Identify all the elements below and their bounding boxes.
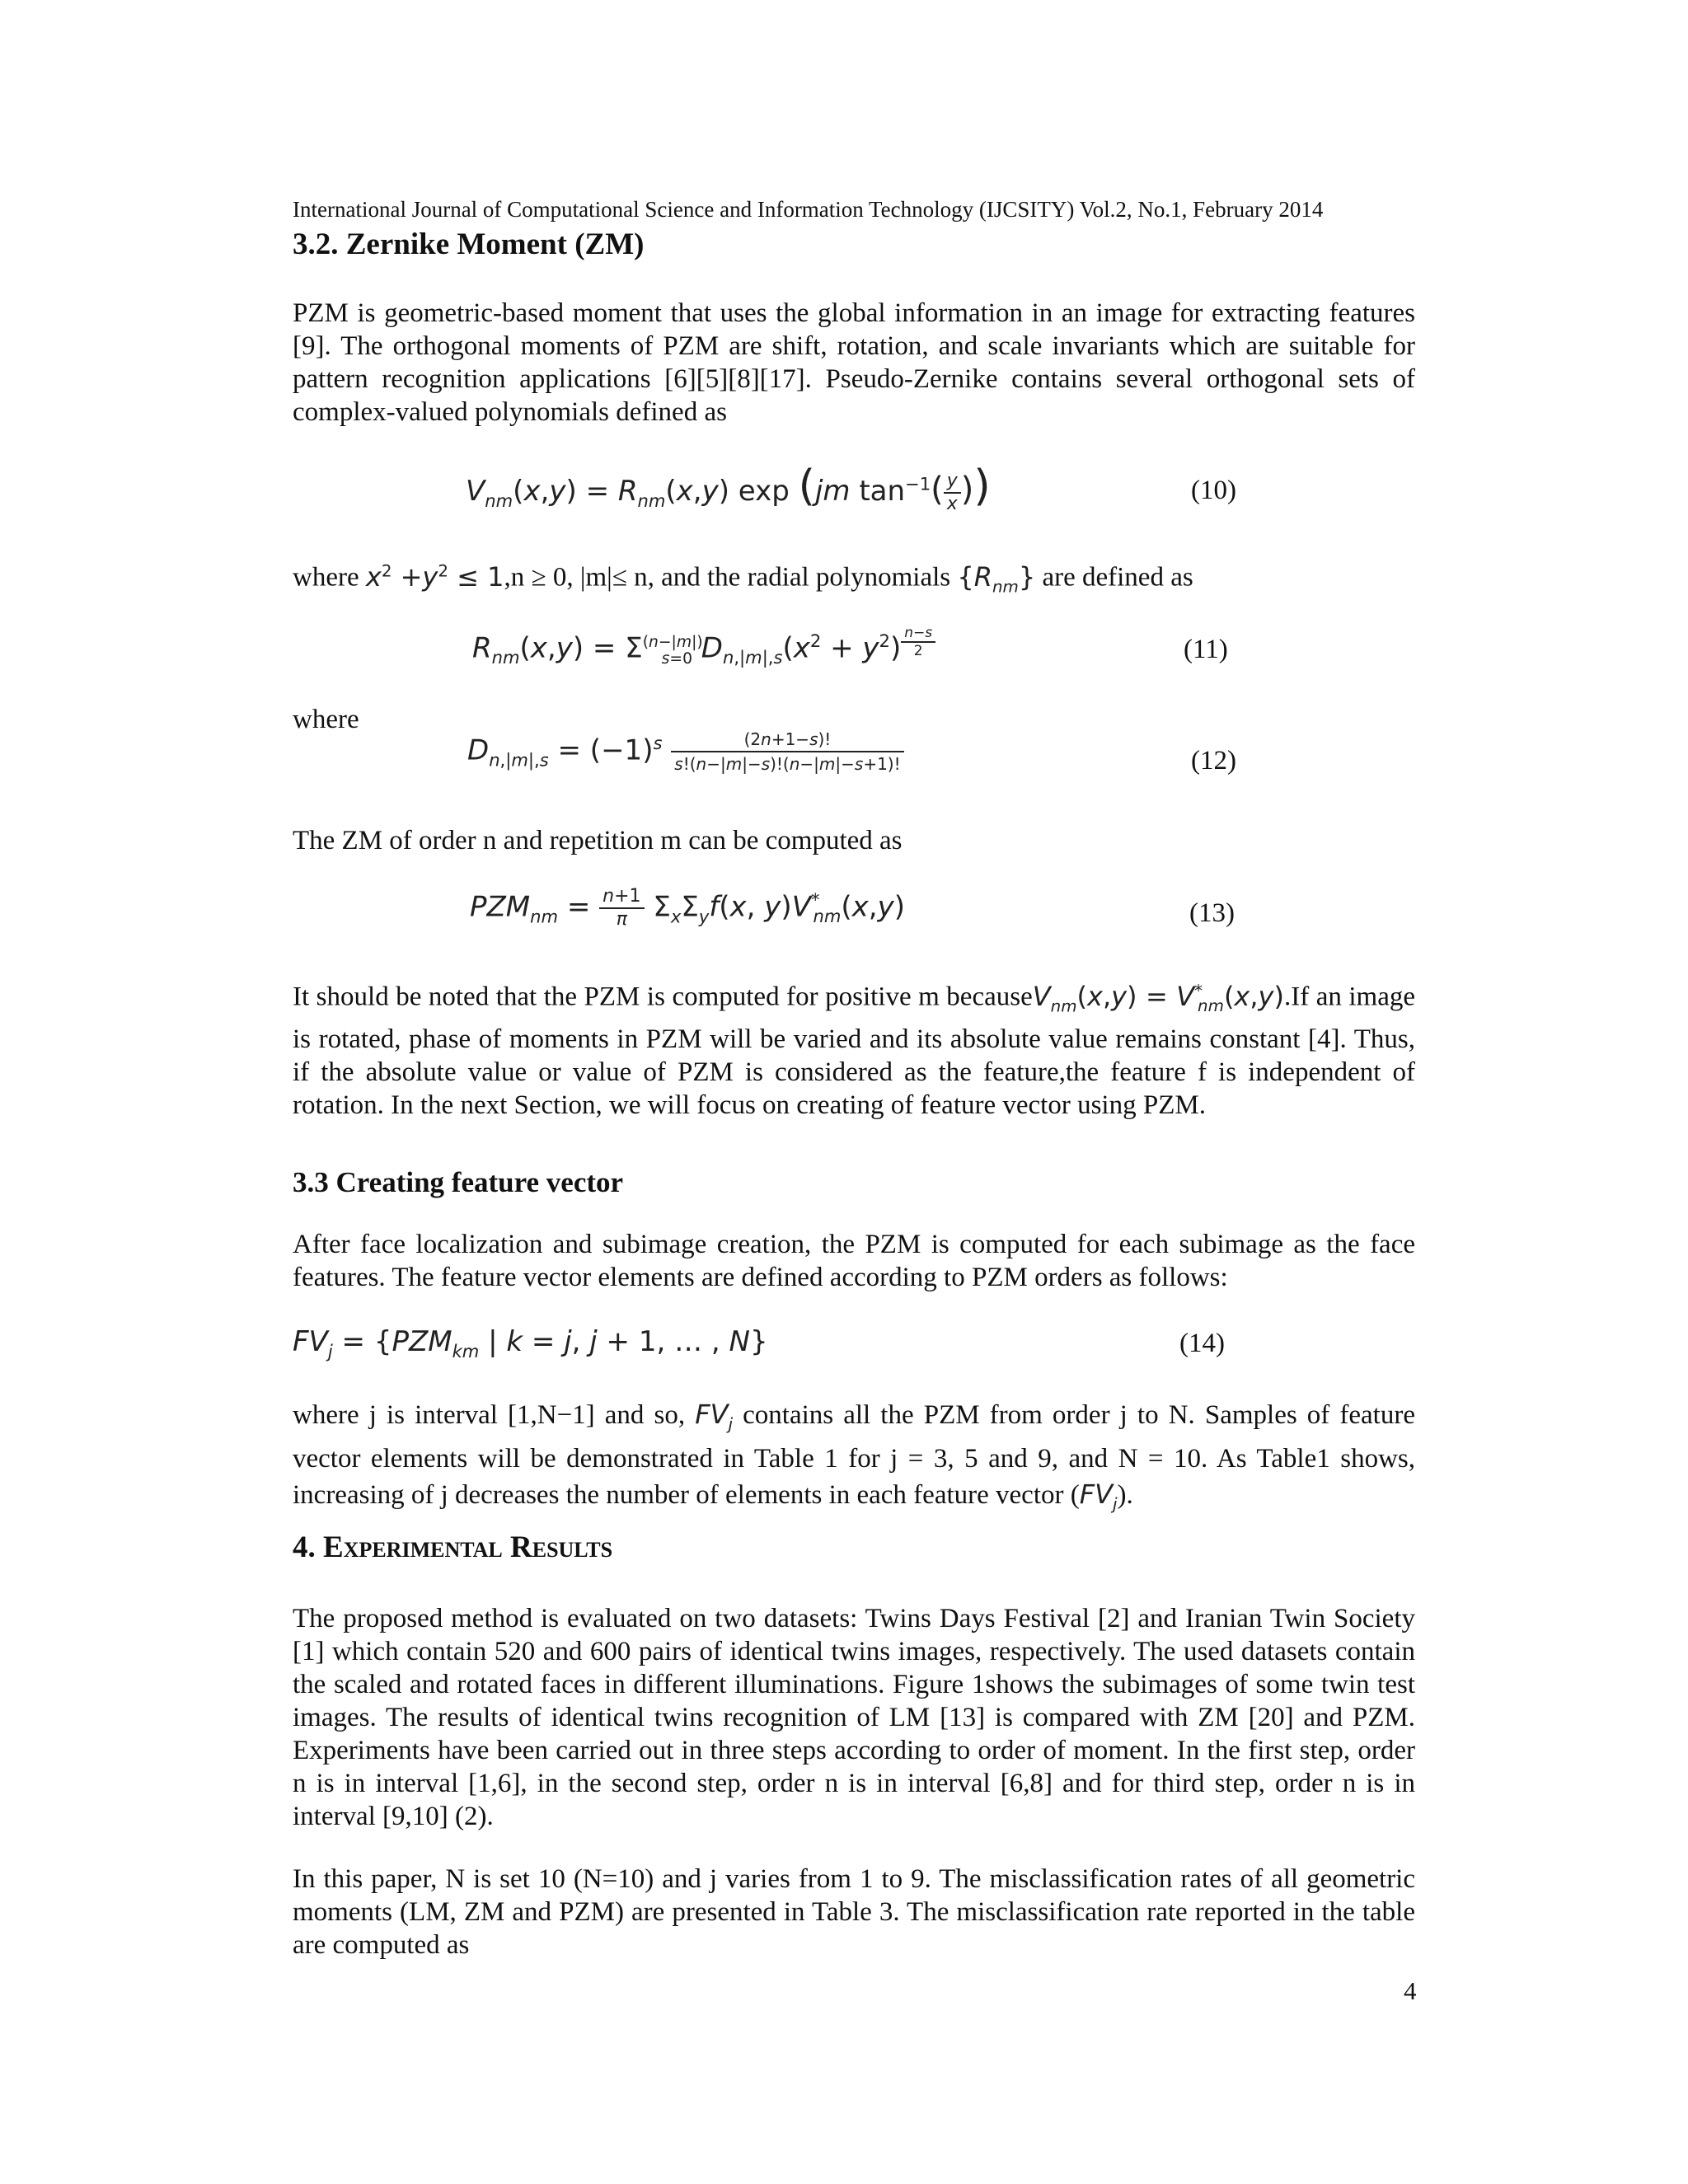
equation-number-12: (12) — [1191, 746, 1236, 776]
running-head: International Journal of Computational Science and Information Technology (IJCSITY) Vol.2, No.1, February 2014 — [293, 197, 1324, 222]
equation-11: $R_{nm}(x,y) = \Sigma^{(n-|m|)}_{s=0}$ $D_{n,|m|,s}(x^2 + y^2)$ $^{\frac{n-s}{2}}$ — [472, 625, 935, 668]
section-heading-3-2: 3.2. Zernike Moment (ZM) — [293, 227, 645, 261]
section-heading-4: 4. Experimental Results — [293, 1530, 613, 1564]
where-label: where — [293, 705, 359, 734]
feature-vector-symbol: $FV_j$ — [695, 1399, 734, 1434]
paragraph-rotation-invariance: It should be noted that the PZM is computed for positive m becauseV$_{nm}$(x,y) = $V^*_{nm}(x,y).If$ an image is rotated, phase of moments in PZM will be varied and its absolute value remains constant [4]. Thus, if the absolute value or value of PZM is considered as the feature,the feature f is independent of rotation. In the next Section, we will focus on creating of feature vector using PZM. — [293, 980, 1415, 1121]
equation-13: $PZM_{nm}$ = $\frac{n+1}{\pi}$ $\Sigma_x\Sigma_yf(x$, $y)V^*_{nm}(x,y)$ — [470, 886, 905, 930]
equation-number-10: (10) — [1191, 476, 1236, 505]
section-heading-3-3: 3.3 Creating feature vector — [293, 1166, 624, 1198]
where-condition-line: where $x^2 +y^2 \le 1,n \ge 0$, |m|≤ n, and the radial polynomials $\{R_{nm}\}$ are defined as — [293, 560, 1193, 597]
condition-math: $x^2 +y^2 \le 1$ — [365, 560, 504, 593]
paragraph-misclassification: In this paper, N is set 10 (N=10) and j varies from 1 to 9. The misclassification rates of all geometric moments (LM, ZM and PZM) are presented in Table 3. The misclassification rate reported in the table are computed as — [293, 1864, 1415, 1960]
equation-10: $V_{nm}(x,y) = R_{nm}(x,y)$ exp (jm $\tan^{-1}$( $\frac{y}{x}$ )) — [466, 462, 991, 514]
feature-vector-symbol-2: $FV_j$ — [1079, 1479, 1118, 1514]
conjugate-relation-math: $V_{nm}(x,y) = V^*_{nm}(x,y)$ — [1032, 980, 1284, 1016]
radial-polynomial-set: $\{R_{nm}\}$ — [957, 560, 1036, 597]
paragraph-pzm-intro: PZM is geometric-based moment that uses the global information in an image for extracting features [9]. The orthogonal moments of PZM are shift, rotation, and scale invariants which are suitable for pattern recognition applications [6][5][8][17]. Pseudo-Zernike contains several orthogonal sets of complex-valued polynomials defined as — [293, 298, 1415, 427]
paragraph-zm-order: The ZM of order n and repetition m can be computed as — [293, 826, 903, 855]
paragraph-feature-vector-samples: where j is interval [1,N−1] and so, $FV_j$ contains all the PZM from order j to N. Samples of feature vector elements will be demonstrated in Table 1 for j = 3, 5 and 9, and N = 10. As Table1 shows, increasing of j decreases the number of elements in each feature vector $(FV_j)$. — [293, 1399, 1415, 1514]
page-number: 4 — [1404, 1976, 1417, 2005]
equation-number-11: (11) — [1184, 635, 1228, 664]
equation-number-14: (14) — [1179, 1329, 1225, 1358]
equation-12: $D_{n,|m|,s} = (-1)^s$ $\frac{(2n+1-s)!}{s!(n-|m|-s)!(n-|m|-s+1)!}$ — [467, 728, 904, 776]
equation-14: $FV_j = \{PZM_{km}$ | k = j, j + 1, … , N} — [293, 1325, 768, 1361]
paragraph-feature-vector-intro: After face localization and subimage creation, the PZM is computed for each subimage as the face features. The feature vector elements are defined according to PZM orders as follows: — [293, 1230, 1415, 1292]
paragraph-experimental-setup: The proposed method is evaluated on two datasets: Twins Days Festival [2] and Iranian Twin Society [1] which contain 520 and 600 pairs of identical twins images, respectively. The used datasets contain the scaled and rotated faces in different illuminations. Figure 1shows the subimages of some twin test images. The results of identical twins recognition of LM [13] is compared with ZM [20] and PZM. Experiments have been carried out in three steps according to order of moment. In the first step, order n is in interval [1,6], in the second step, order n is in interval [6,8] and for third step, order n is in interval [9,10] (2). — [293, 1604, 1415, 1831]
equation-number-13: (13) — [1189, 898, 1235, 928]
